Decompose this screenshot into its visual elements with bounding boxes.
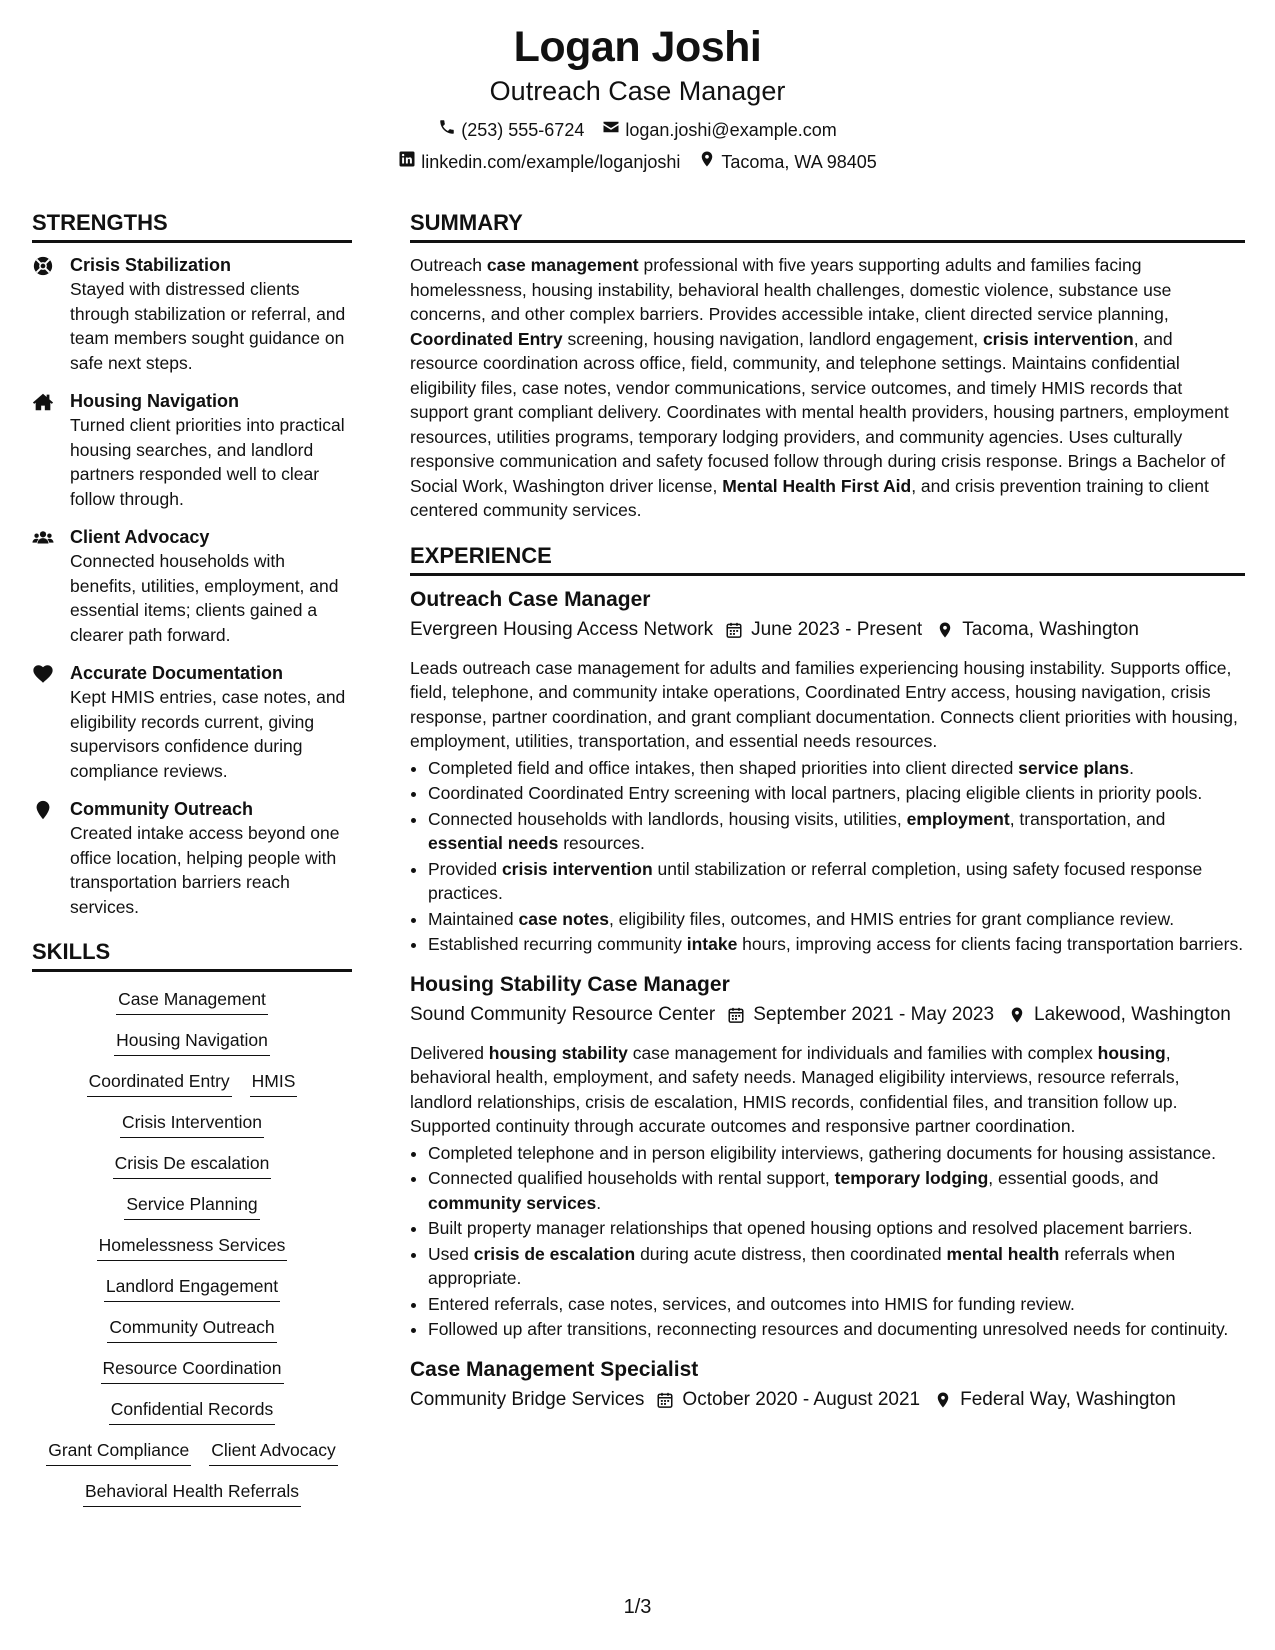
experience-list (410, 586, 1245, 1416)
bold-keyword: essential needs (428, 833, 559, 853)
text-run: resources. (558, 833, 645, 853)
job-meta (410, 618, 1245, 646)
skill-tag: Grant Compliance (46, 1439, 191, 1466)
job-meta (410, 1388, 1245, 1416)
text-run: , behavioral health, employment, and safety needs. Managed eligibility interviews, resource referrals, landlord relationships, crisis de escalation, HMIS records, confidential files, and transition follow up. Supported continuity through accurate outcomes and responsive partner coordination. (410, 1042, 1180, 1136)
job-dates (727, 1003, 994, 1031)
text-run: until stabilization or referral completion, using safety focused response practices. (428, 858, 1203, 903)
company-name: Sound Community Resource Center (410, 1003, 716, 1025)
job-dates (725, 618, 922, 646)
skill-tag: HMIS (250, 1070, 298, 1097)
summary-text (410, 253, 1245, 523)
bold-keyword: employment (906, 808, 1010, 829)
phone-text: (253) 555-6724 (461, 120, 585, 140)
linkedin-icon (398, 150, 416, 174)
map-pin-icon (936, 618, 954, 646)
skills-list (32, 982, 352, 1507)
text-run: . (1129, 757, 1134, 778)
skill-tag: Case Management (116, 988, 268, 1015)
text-run: case management for individuals and families with complex (627, 1042, 1098, 1063)
right-column (410, 208, 1245, 1430)
strength-item (32, 525, 352, 647)
skills-heading: SKILLS (32, 937, 352, 972)
job-bullets (410, 1141, 1245, 1342)
text-run: during acute distress, then coordinated (635, 1243, 947, 1264)
skill-tag: Landlord Engagement (104, 1275, 280, 1302)
skill-tag: Service Planning (124, 1193, 259, 1220)
strength-desc: Created intake access beyond one office location, helping people with transportation barriers reach services. (70, 823, 340, 917)
skill-tag: Behavioral Health Referrals (83, 1480, 301, 1507)
strength-desc: Connected households with benefits, utilities, employment, and essential items; clients gained a clearer path forward. (70, 551, 339, 645)
skill-tag: Community Outreach (107, 1316, 276, 1343)
map-pin-icon (698, 150, 716, 174)
users-icon (32, 527, 54, 549)
job-entry (410, 971, 1245, 1342)
strength-title: Community Outreach (70, 799, 254, 819)
bold-keyword: community services (428, 1192, 597, 1213)
bullet-item (428, 756, 1245, 781)
strength-item (32, 661, 352, 783)
bullet-item (428, 1166, 1245, 1215)
bold-keyword: case notes (518, 908, 609, 929)
job-location (1008, 1003, 1231, 1031)
skills-section (32, 937, 352, 1507)
text-run: Built property manager relationships that opened housing options and resolved placement barriers. (428, 1218, 1193, 1238)
skill-tag: Homelessness Services (97, 1234, 288, 1261)
bold-keyword: Mental Health First Aid (722, 475, 912, 496)
text-run: screening, housing navigation, landlord engagement, (562, 328, 983, 349)
dates-text: September 2021 - May 2023 (753, 1003, 995, 1025)
email-text: logan.joshi@example.com (625, 120, 837, 140)
linkedin-text: linkedin.com/example/loganjoshi (421, 152, 681, 172)
linkedin-contact[interactable] (398, 150, 680, 174)
bold-keyword: temporary lodging (834, 1168, 989, 1188)
bullet-item (428, 1141, 1245, 1166)
phone-contact[interactable] (438, 118, 584, 142)
job-dates (656, 1388, 920, 1416)
email-contact[interactable] (602, 118, 836, 142)
job-description (410, 1041, 1245, 1139)
text-run: Used (428, 1243, 474, 1264)
strength-title: Housing Navigation (70, 391, 240, 411)
text-run: , essential goods, and (988, 1168, 1159, 1188)
job-bullets (410, 756, 1245, 957)
bold-keyword: crisis intervention (982, 328, 1134, 349)
text-run: Leads outreach case management for adults and families experiencing housing instability. Supports office, field, telephone, and community intake operations, Coordinated Entry access, housing navigation, crisis response, partner coordination, and grant compliant documentation. Connects client priorities with housing, employment, utilities, transportation, and essential needs resources. (410, 657, 1238, 751)
calendar-icon (725, 618, 743, 646)
job-location (934, 1388, 1176, 1416)
envelope-icon (602, 118, 620, 142)
bullet-item (428, 1317, 1245, 1342)
text-run: hours, improving access for clients facing transportation barriers. (737, 934, 1244, 954)
bullet-item (428, 1292, 1245, 1317)
bold-keyword: intake (686, 934, 738, 954)
strength-title: Client Advocacy (70, 527, 210, 547)
job-description (410, 656, 1245, 754)
bullet-item (428, 781, 1245, 806)
bold-keyword: service plans (1018, 757, 1130, 778)
company-name: Evergreen Housing Access Network (410, 618, 714, 640)
text-run: Coordinated Coordinated Entry screening with local partners, placing eligible clients in priority pools. (428, 783, 1203, 803)
bold-keyword: crisis de escalation (473, 1243, 636, 1264)
bold-keyword: mental health (946, 1243, 1060, 1264)
job-title: Case Management Specialist (410, 1357, 699, 1381)
page-number: 1/3 (623, 1596, 652, 1618)
resume-header (0, 20, 1275, 174)
bold-keyword: housing (1097, 1042, 1166, 1063)
job-title: Housing Stability Case Manager (410, 972, 730, 996)
heart-icon (32, 663, 54, 685)
text-run: Completed telephone and in person eligibility interviews, gathering documents for housing assistance. (428, 1142, 1216, 1163)
dates-text: June 2023 - Present (751, 618, 923, 640)
text-run: Maintained (428, 908, 519, 929)
text-run: referrals when appropriate. (428, 1243, 1176, 1288)
text-run: , eligibility files, outcomes, and HMIS entries for grant compliance review. (608, 908, 1175, 929)
home-icon (32, 391, 54, 413)
skill-tag: Crisis Intervention (120, 1111, 264, 1138)
summary-heading: SUMMARY (410, 208, 1245, 243)
dates-text: October 2020 - August 2021 (682, 1388, 921, 1410)
text-run: Established recurring community (428, 934, 687, 954)
bold-keyword: case management (486, 255, 639, 275)
skill-tag: Housing Navigation (114, 1029, 270, 1056)
left-column (32, 208, 352, 1521)
strengths-heading: STRENGTHS (32, 208, 352, 243)
bold-keyword: Coordinated Entry (410, 328, 563, 349)
text-run: , and crisis prevention training to client centered community services. (410, 475, 1209, 520)
bold-keyword: crisis intervention (501, 858, 653, 879)
job-entry (410, 1356, 1245, 1416)
map-pin-icon (1008, 1003, 1026, 1031)
bullet-item (428, 907, 1245, 932)
text-run: Provided (428, 858, 502, 879)
bullet-item (428, 857, 1245, 906)
job-title: Outreach Case Manager (410, 587, 651, 611)
location-text: Federal Way, Washington (960, 1388, 1176, 1410)
text-run: , and resource coordination across office, field, community, and telephone settings. Maintains confidential eligibility files, case notes, vendor communications, service outcomes, and timely HMIS records that support grant compliant delivery. Coordinates with mental health providers, housing partners, employment resources, utilities programs, temporary lodging providers, and community agencies. Uses culturally responsive communication and safety focused follow through during crisis response. Brings a Bachelor of Social Work, Washington driver license, (410, 328, 1229, 496)
strength-item (32, 389, 352, 511)
location-text: Lakewood, Washington (1034, 1003, 1231, 1025)
job-meta (410, 1003, 1245, 1031)
job-location (936, 618, 1139, 646)
text-run: Delivered (410, 1042, 489, 1063)
skill-tag: Coordinated Entry (87, 1070, 232, 1097)
skill-tag: Confidential Records (109, 1398, 275, 1425)
candidate-name: Logan Joshi (513, 23, 762, 71)
bullet-item (428, 1216, 1245, 1241)
location-text: Tacoma, Washington (962, 618, 1139, 640)
strength-title: Accurate Documentation (70, 663, 284, 683)
bold-keyword: housing stability (488, 1042, 628, 1063)
contact-row-1 (0, 118, 1275, 142)
life-ring-icon (32, 255, 54, 277)
bullet-item (428, 807, 1245, 856)
calendar-icon (727, 1003, 745, 1031)
job-entry (410, 586, 1245, 957)
strength-item (32, 797, 352, 919)
strength-desc: Kept HMIS entries, case notes, and eligibility records current, giving supervisors confidence during compliance reviews. (70, 687, 346, 781)
location-contact (698, 150, 876, 174)
text-run: Connected qualified households with rental support, (428, 1168, 835, 1188)
strength-desc: Turned client priorities into practical housing searches, and landlord partners responded well to clear follow through. (70, 415, 345, 509)
text-run: professional with five years supporting adults and families facing homelessness, housing instability, behavioral health challenges, domestic violence, substance use concerns, and other complex barriers. Provides accessible intake, client directed service planning, (410, 255, 1172, 324)
map-pin-icon (934, 1388, 952, 1416)
text-run: , transportation, and (1009, 808, 1166, 829)
text-run: Entered referrals, case notes, services, and outcomes into HMIS for funding review. (428, 1293, 1075, 1314)
company-name: Community Bridge Services (410, 1388, 645, 1410)
strength-desc: Stayed with distressed clients through stabilization or referral, and team members sought guidance on safe next steps. (70, 279, 346, 373)
text-run: Connected households with landlords, housing visits, utilities, (428, 808, 907, 829)
candidate-title: Outreach Case Manager (489, 76, 786, 106)
text-run: . (596, 1192, 602, 1213)
bullet-item (428, 932, 1245, 957)
skill-tag: Crisis De escalation (113, 1152, 272, 1179)
phone-icon (438, 118, 456, 142)
text-run: Completed field and office intakes, then shaped priorities into client directed (428, 757, 1019, 778)
skill-tag: Resource Coordination (101, 1357, 284, 1384)
map-pin-icon (32, 799, 54, 821)
contact-row-2 (0, 150, 1275, 174)
strength-title: Crisis Stabilization (70, 255, 232, 275)
strength-item (32, 253, 352, 375)
text-run: Followed up after transitions, reconnecting resources and documenting unresolved needs for continuity. (428, 1319, 1229, 1339)
location-text: Tacoma, WA 98405 (721, 152, 877, 172)
skill-tag: Client Advocacy (209, 1439, 338, 1466)
text-run: Outreach (410, 255, 487, 275)
experience-heading: EXPERIENCE (410, 541, 1245, 576)
bullet-item (428, 1242, 1245, 1291)
calendar-icon (656, 1388, 674, 1416)
